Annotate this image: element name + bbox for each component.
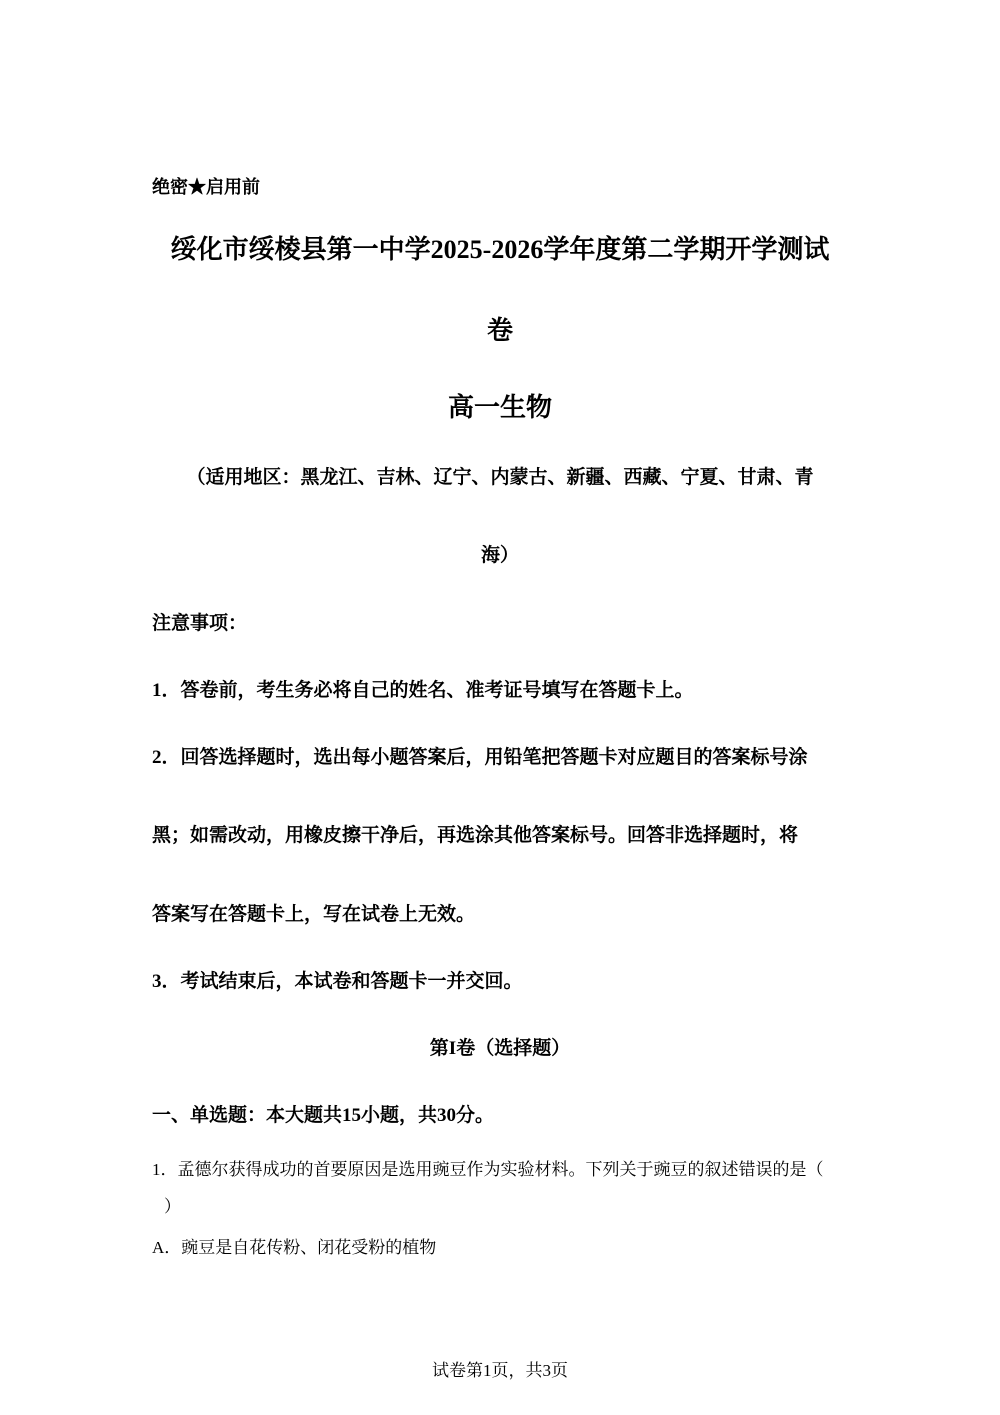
page-footer: 试卷第1页，共3页 xyxy=(432,1361,568,1380)
question-1-option-a: A．豌豆是自花传粉、闭花受粉的植物 xyxy=(152,1238,437,1257)
confidential-mark: 绝密★启用前 xyxy=(152,177,260,197)
question-1-paren-close: ） xyxy=(164,1197,181,1216)
notice-heading: 注意事项： xyxy=(152,613,248,634)
exam-subject: 高一生物 xyxy=(447,393,552,422)
notice-item-3: 3．考试结束后，本试卷和答题卡一并交回。 xyxy=(152,971,523,992)
question-1-stem: 1．孟德尔获得成功的首要原因是选用豌豆作为实验材料。下列关于豌豆的叙述错误的是（ xyxy=(152,1160,824,1179)
part-one-title: 第I卷（选择题） xyxy=(429,1038,571,1059)
exam-title-line1: 绥化市绥棱县第一中学2025-2026学年度第二学期开学测试 xyxy=(170,235,830,264)
notice-item-2-line2: 黑；如需改动，用橡皮擦干净后，再选涂其他答案标号。回答非选择题时，将 xyxy=(152,825,799,846)
applicable-regions-line2: 海） xyxy=(480,545,519,566)
notice-item-1: 1．答卷前，考生务必将自己的姓名、准考证号填写在答题卡上。 xyxy=(152,680,694,701)
notice-item-2-line1: 2．回答选择题时，选出每小题答案后，用铅笔把答题卡对应题目的答案标号涂 xyxy=(152,747,808,768)
section-heading: 一、单选题：本大题共15小题，共30分。 xyxy=(152,1105,495,1126)
notice-item-2-line3: 答案写在答题卡上，写在试卷上无效。 xyxy=(152,904,476,925)
applicable-regions-line1: （适用地区：黑龙江、吉林、辽宁、内蒙古、新疆、西藏、宁夏、甘肃、青 xyxy=(186,467,814,488)
exam-title-line2: 卷 xyxy=(486,316,513,345)
